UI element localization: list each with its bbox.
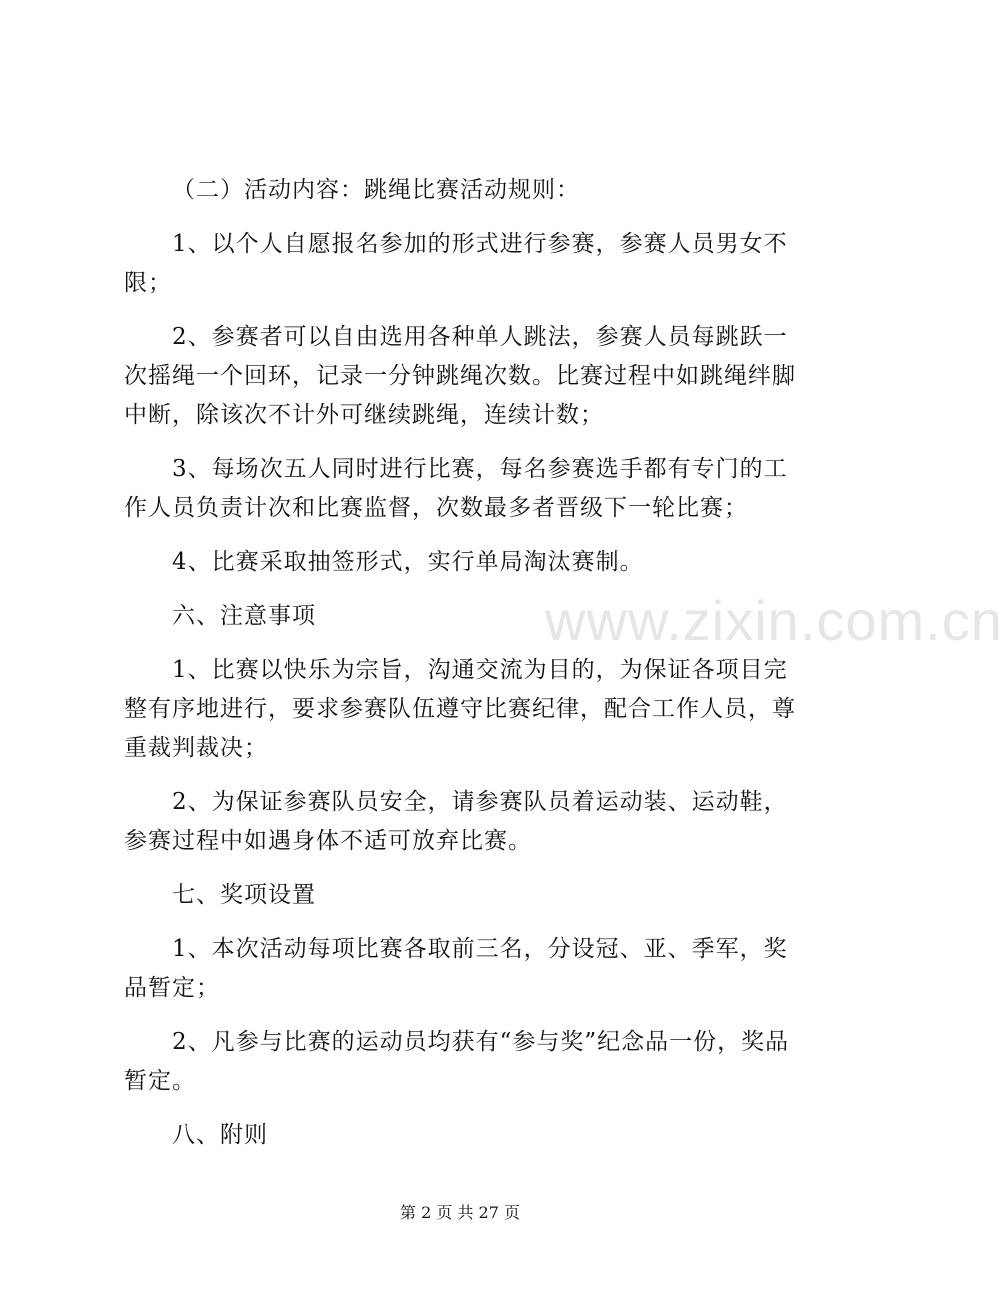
paragraph-activity-content: （二）活动内容：跳绳比赛活动规则：: [172, 177, 580, 203]
paragraph-rule-3: 3、每场次五人同时进行比赛，每名参赛选手都有专门的工作人员负责计次和比赛监督，次数最多者晋级下一轮比赛；: [124, 456, 788, 521]
paragraph-award-2: 2、凡参与比赛的运动员均获有“参与奖”纪念品一份，奖品暂定。: [124, 1029, 790, 1094]
section-heading-awards: 七、奖项设置: [172, 882, 316, 908]
page-footer: 第 2 页 共 27 页: [400, 1203, 520, 1222]
paragraph-note-1: 1、比赛以快乐为宗旨，沟通交流为目的，为保证各项目完整有序地进行，要求参赛队伍遵守比赛纪律，配合工作人员，尊重裁判裁决；: [124, 657, 796, 761]
paragraph-note-2: 2、为保证参赛队员安全，请参赛队员着运动装、运动鞋，参赛过程中如遇身体不适可放弃比赛。: [124, 789, 788, 854]
section-heading-notes: 六、注意事项: [172, 603, 316, 629]
paragraph-rule-1: 1、以个人自愿报名参加的形式进行参赛，参赛人员男女不限；: [124, 231, 788, 296]
paragraph-rule-2: 2、参赛者可以自由选用各种单人跳法，参赛人员每跳跃一次摇绳一个回环，记录一分钟跳绳次数。比赛过程中如跳绳绊脚中断，除该次不计外可继续跳绳，连续计数；: [124, 324, 796, 428]
watermark: www.zixin.com.cn: [545, 589, 1003, 652]
section-heading-appendix: 八、附则: [172, 1122, 268, 1148]
paragraph-rule-4: 4、比赛采取抽签形式，实行单局淘汰赛制。: [172, 549, 644, 575]
paragraph-award-1: 1、本次活动每项比赛各取前三名，分设冠、亚、季军，奖品暂定；: [124, 936, 788, 1001]
document-body: [124, 171, 810, 1170]
